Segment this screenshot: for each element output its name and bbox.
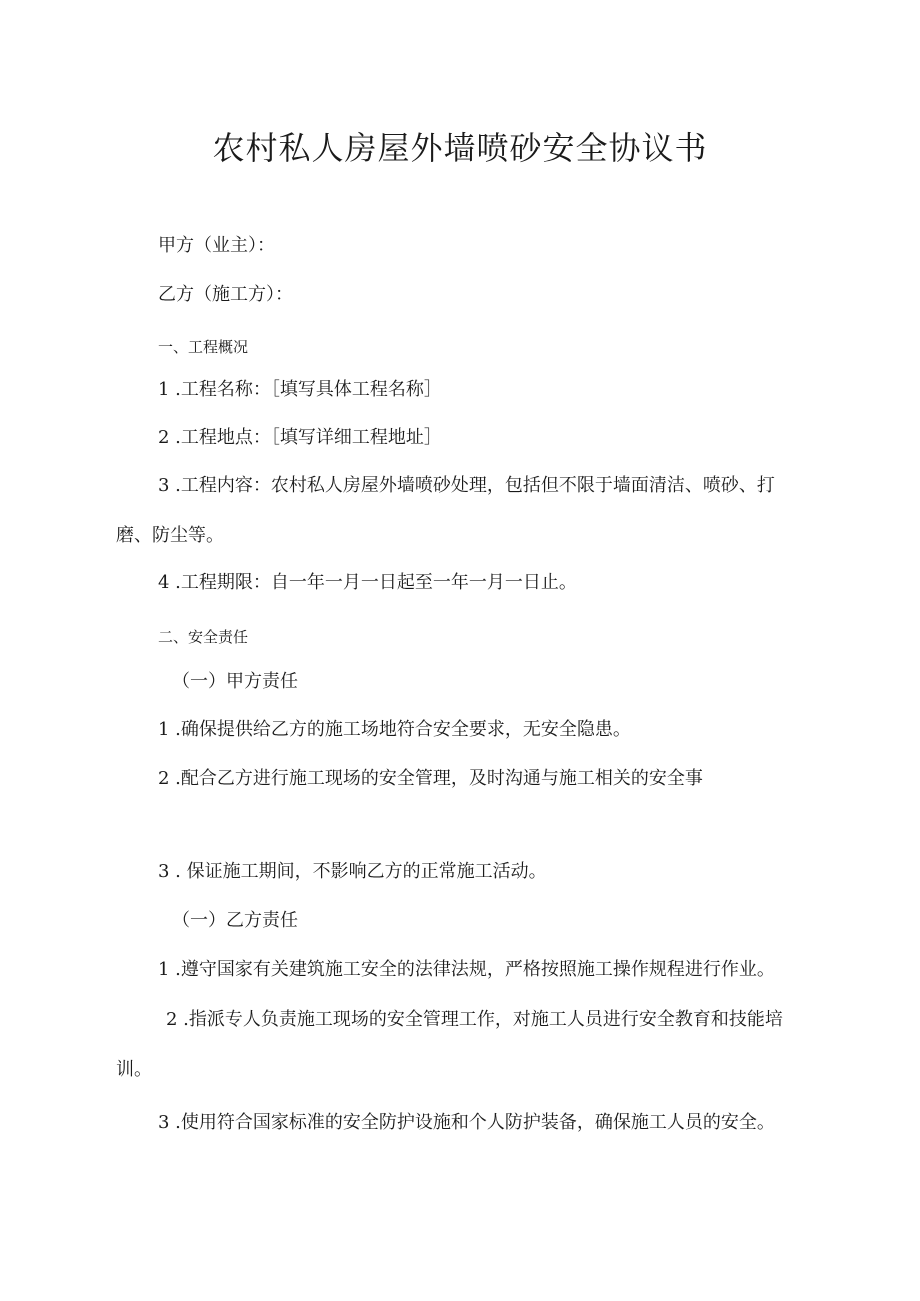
- party-b-responsibility-heading: （一）乙方责任: [172, 910, 298, 931]
- party-b-item1: 1 .遵守国家有关建筑施工安全的法律法规，严格按照施工操作规程进行作业。: [158, 959, 775, 980]
- party-a-line: 甲方（业主）：: [158, 235, 275, 256]
- party-a-item3: 3 . 保证施工期间，不影响乙方的正常施工活动。: [158, 861, 547, 882]
- document-title: 农村私人房屋外墙喷砂安全协议书: [212, 129, 708, 167]
- party-a-item1: 1 .确保提供给乙方的施工场地符合安全要求，无安全隐患。: [158, 719, 631, 740]
- section2-heading: 二、安全责任: [158, 628, 249, 646]
- section1-item4: 4 .工程期限：自一年一月一日起至一年一月一日止。: [158, 572, 577, 593]
- party-b-line: 乙方（施工方）：: [158, 284, 293, 305]
- party-a-item2: 2 .配合乙方进行施工现场的安全管理，及时沟通与施工相关的安全事: [158, 768, 703, 789]
- party-b-item3: 3 .使用符合国家标准的安全防护设施和个人防护装备，确保施工人员的安全。: [158, 1112, 775, 1133]
- party-a-responsibility-heading: （一）甲方责任: [172, 671, 298, 692]
- section1-item3: 3 .工程内容：农村私人房屋外墙喷砂处理，包括但不限于墙面清洁、喷砂、打磨、防尘等。: [116, 475, 775, 546]
- section1-heading: 一、工程概况: [158, 338, 249, 356]
- party-b-item2: 2 .指派专人负责施工现场的安全管理工作，对施工人员进行安全教育和技能培训。: [116, 1009, 783, 1080]
- section1-item2: 2 .工程地点：［填写详细工程地址］: [158, 427, 442, 448]
- section1-item1: 1 .工程名称：［填写具体工程名称］: [158, 379, 442, 400]
